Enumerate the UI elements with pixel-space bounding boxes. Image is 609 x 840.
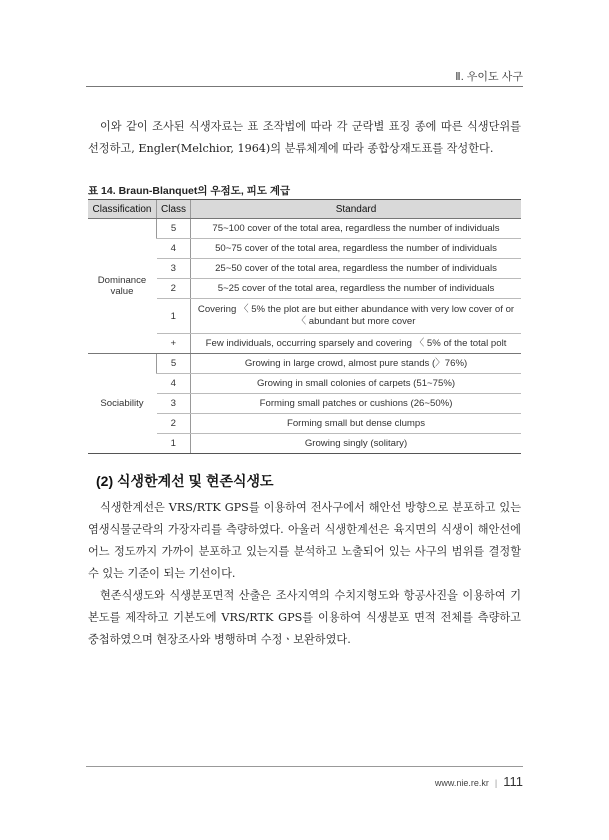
- class-cell: 5: [157, 354, 191, 374]
- table-header-row: [88, 200, 521, 219]
- page-footer: [435, 774, 523, 789]
- footer-url: www.nie.re.kr: [434, 778, 489, 788]
- page-number: 111: [503, 774, 523, 789]
- body-paragraph-1: [88, 497, 521, 585]
- class-cell: +: [157, 334, 191, 354]
- class-cell: 3: [157, 394, 191, 414]
- footer-separator: |: [494, 778, 498, 788]
- class-cell: 1: [157, 434, 191, 454]
- dominance-value-label: Dominance value: [88, 219, 157, 354]
- standard-cell: Growing in large crowd, almost pure stands (〉76%): [191, 354, 521, 374]
- running-header: Ⅱ. 우이도 사구: [455, 71, 523, 83]
- class-cell: 2: [157, 414, 191, 434]
- standard-cell: 25~50 cover of the total area, regardless the number of individuals: [191, 259, 521, 279]
- body-paragraph-1-text: 식생한계선은 VRS/RTK GPS를 이용하여 전사구에서 해안선 방향으로 분포하고 있는 염생식물군락의 가장자리를 측량하였다. 아울러 식생한계선은 육지면의 식생이 해안선에 어느 정도까지 가까이 분포하고 있는지를 분석하고 노출되어 있는 사구의 범위를 결정할 수 있는 기준이 되는 기선이다.: [88, 501, 521, 580]
- header-divider: [86, 86, 523, 87]
- standard-cell: Growing singly (solitary): [191, 434, 521, 454]
- standard-cell: 50~75 cover of the total area, regardless the number of individuals: [191, 239, 521, 259]
- standard-cell: 5~25 cover of the total area, regardless the number of individuals: [191, 279, 521, 299]
- body-paragraph-2-text: 현존식생도와 식생분포면적 산출은 조사지역의 수치지형도와 항공사진을 이용하여 기본도를 제작하고 기본도에 VRS/RTK GPS를 이용하여 식생분포 면적 전체를 측량하고 중첩하였으며 현장조사와 병행하며 수정ㆍ보완하였다.: [88, 589, 521, 646]
- sociability-label: Sociability: [88, 354, 157, 454]
- standard-cell: Growing in small colonies of carpets (51~75%): [191, 374, 521, 394]
- table-row: [88, 219, 521, 239]
- col-header-classification: Classification: [88, 200, 157, 219]
- class-cell: 2: [157, 279, 191, 299]
- section-heading: (2) 식생한계선 및 현존식생도: [96, 473, 274, 489]
- standard-cell: 75~100 cover of the total area, regardless the number of individuals: [191, 219, 521, 239]
- class-cell: 1: [157, 299, 191, 334]
- intro-paragraph: [88, 116, 521, 160]
- table-caption: 표 14. Braun-Blanquet의 우점도, 피도 계급: [88, 185, 291, 197]
- footer-divider: [86, 766, 523, 767]
- class-cell: 4: [157, 239, 191, 259]
- col-header-class: Class: [157, 200, 191, 219]
- standard-cell: Covering 〈 5% the plot are but either abundance with very low cover of or 〈 abundant but more cover: [191, 299, 521, 334]
- table-row: [88, 354, 521, 374]
- body-paragraph-2: [88, 585, 521, 651]
- standard-cell: Forming small but dense clumps: [191, 414, 521, 434]
- col-header-standard: Standard: [191, 200, 521, 219]
- class-cell: 4: [157, 374, 191, 394]
- class-cell: 3: [157, 259, 191, 279]
- standard-cell: Forming small patches or cushions (26~50%): [191, 394, 521, 414]
- class-cell: 5: [157, 219, 191, 239]
- standard-cell: Few individuals, occurring sparsely and covering 〈 5% of the total polt: [191, 334, 521, 354]
- braun-blanquet-table: [88, 199, 521, 454]
- intro-paragraph-text: 이와 같이 조사된 식생자료는 표 조작법에 따라 각 군락별 표징 종에 따른 식생단위를 선정하고, Engler(Melchior, 1964)의 분류체계에 따라 종합상재도표를 작성한다.: [88, 120, 521, 155]
